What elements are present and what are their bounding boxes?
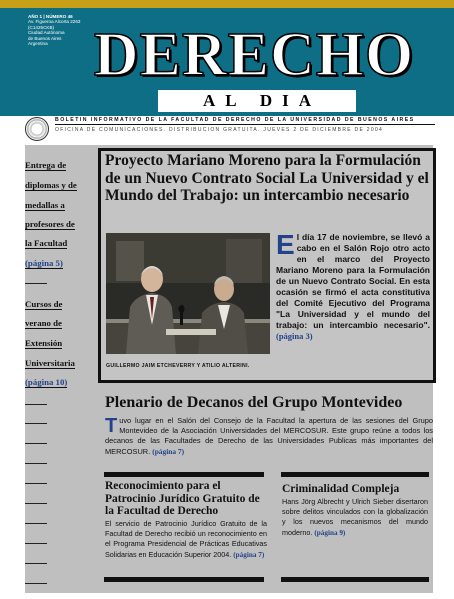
bulletin-divider (55, 124, 435, 125)
photo-illustration (106, 233, 270, 354)
address-line: de Buenos Aires (28, 35, 62, 41)
top-accent-bar (0, 0, 454, 8)
sidebar-page-ref[interactable]: (página 5) (25, 258, 63, 268)
masthead-subtitle: AL DIA (158, 90, 356, 112)
plenario-headline[interactable]: Plenario de Decanos del Grupo Montevideo (105, 394, 403, 411)
sidebar-divider (25, 423, 47, 424)
criminalidad-body-text: Hans Jörg Albrecht y Ulrich Sieber disertaron sobre delitos vinculados con la globalización y los nuevos mecanismos del mundo moderno. (282, 497, 428, 537)
column-top-rule (104, 472, 264, 477)
university-crest-icon (25, 117, 49, 141)
criminalidad-page-ref[interactable]: (página 9) (314, 528, 346, 537)
feature-headline[interactable]: Proyecto Mariano Moreno para la Formulación de un Nuevo Contrato Social La Universidad y el Mundo del Trabajo: un intercambio necesario (105, 152, 429, 204)
plenario-body-text: uvo lugar en el Salón del Consejo de la Facultad la apertura de las sesiones del Grupo Montevideo de la Asociación Universidades del MERCOSUR. Este grupo reúne a todos los decanos de las Facultades de Derecho de las Universidades Publicas más importantes del MERCOSUR. (105, 416, 433, 456)
sidebar-line[interactable]: Cursos de (25, 299, 63, 309)
plenario-body (105, 416, 433, 457)
feature-body-text: l día 17 de noviembre, se llevó a cabo en el Salón Rojo otro acto en el marco del Proyecto Mariano Moreno para la Formulación de un Nuevo Contrato Social. En esta ocasión se firmó el acta constitutiva del Comité Ejecutivo del Programa "La Universidad y el mundo del trabajo: un intercambio necesario". (276, 232, 430, 330)
sidebar-divider (25, 404, 47, 405)
sidebar-line[interactable]: la Facultad (25, 238, 68, 248)
reconocimiento-body (105, 519, 267, 560)
column-bottom-rule (281, 577, 429, 582)
plenario-dropcap: T (105, 415, 118, 437)
sidebar-divider (25, 483, 47, 484)
sidebar-line[interactable]: profesores de (25, 219, 75, 229)
reconocimiento-page-ref[interactable]: (página 7) (233, 550, 265, 559)
sidebar-line[interactable]: diplomas y de (25, 180, 77, 190)
bulletin-line: BOLETIN INFORMATIVO DE LA FACULTAD DE DERECHO DE LA UNIVERSIDAD DE BUENOS AIRES (55, 117, 415, 123)
photo-caption: GUILLERMO JAIM ETCHEVERRY Y ATILIO ALTERINI. (106, 363, 250, 369)
sidebar-line[interactable]: Entrega de (25, 160, 67, 170)
masthead-logo: DERECHO (93, 21, 415, 89)
address-line: (C1425CKB) (28, 24, 55, 30)
feature-page-ref[interactable]: (página 3) (276, 331, 313, 341)
sidebar-divider (25, 283, 47, 284)
criminalidad-headline[interactable]: Criminalidad Compleja (282, 483, 400, 495)
sidebar-line[interactable]: medallas a (25, 200, 65, 210)
sidebar-divider (25, 563, 47, 564)
criminalidad-body (282, 497, 428, 538)
address-line: Ciudad Autónoma (28, 30, 65, 36)
feature-body (276, 229, 430, 342)
sidebar-divider (25, 463, 47, 464)
reconocimiento-body-text: El servicio de Patrocinio Jurídico Gratuito de la Facultad de Derecho recibió un reconocimiento en el Programa Presidencial de Prácticas Educativas Solidarias en Educación Superior 2004. (105, 519, 267, 559)
sidebar-line[interactable]: Extensión (25, 338, 63, 348)
office-line: OFICINA DE COMUNICACIONES. DISTRIBUCION GRATUITA. JUEVES 2 DE DICIEMBRE DE 2004 (55, 127, 384, 133)
address-line: Av. Figueroa Alcorta 2263 (28, 19, 81, 25)
sidebar-divider (25, 503, 47, 504)
sidebar-divider (25, 523, 47, 524)
address-line: Argentina (28, 41, 48, 47)
column-top-rule (281, 472, 429, 477)
reconocimiento-headline[interactable]: Reconocimiento para el Patrocinio Jurídico Gratuito de la Facultad de Derecho (105, 480, 260, 517)
sidebar-page-ref[interactable]: (página 10) (25, 377, 68, 387)
sidebar-divider (25, 543, 47, 544)
sidebar-line[interactable]: verano de (25, 318, 62, 328)
sidebar-divider (25, 443, 47, 444)
issue-number: AÑO 1 | NÚMERO 46 (28, 14, 73, 19)
feature-photo (106, 233, 270, 354)
sidebar-divider (25, 583, 47, 584)
sidebar-line[interactable]: Universitaria (25, 358, 75, 368)
feature-dropcap: E (276, 229, 295, 260)
plenario-page-ref[interactable]: (página 7) (152, 446, 185, 456)
column-bottom-rule (104, 577, 264, 582)
